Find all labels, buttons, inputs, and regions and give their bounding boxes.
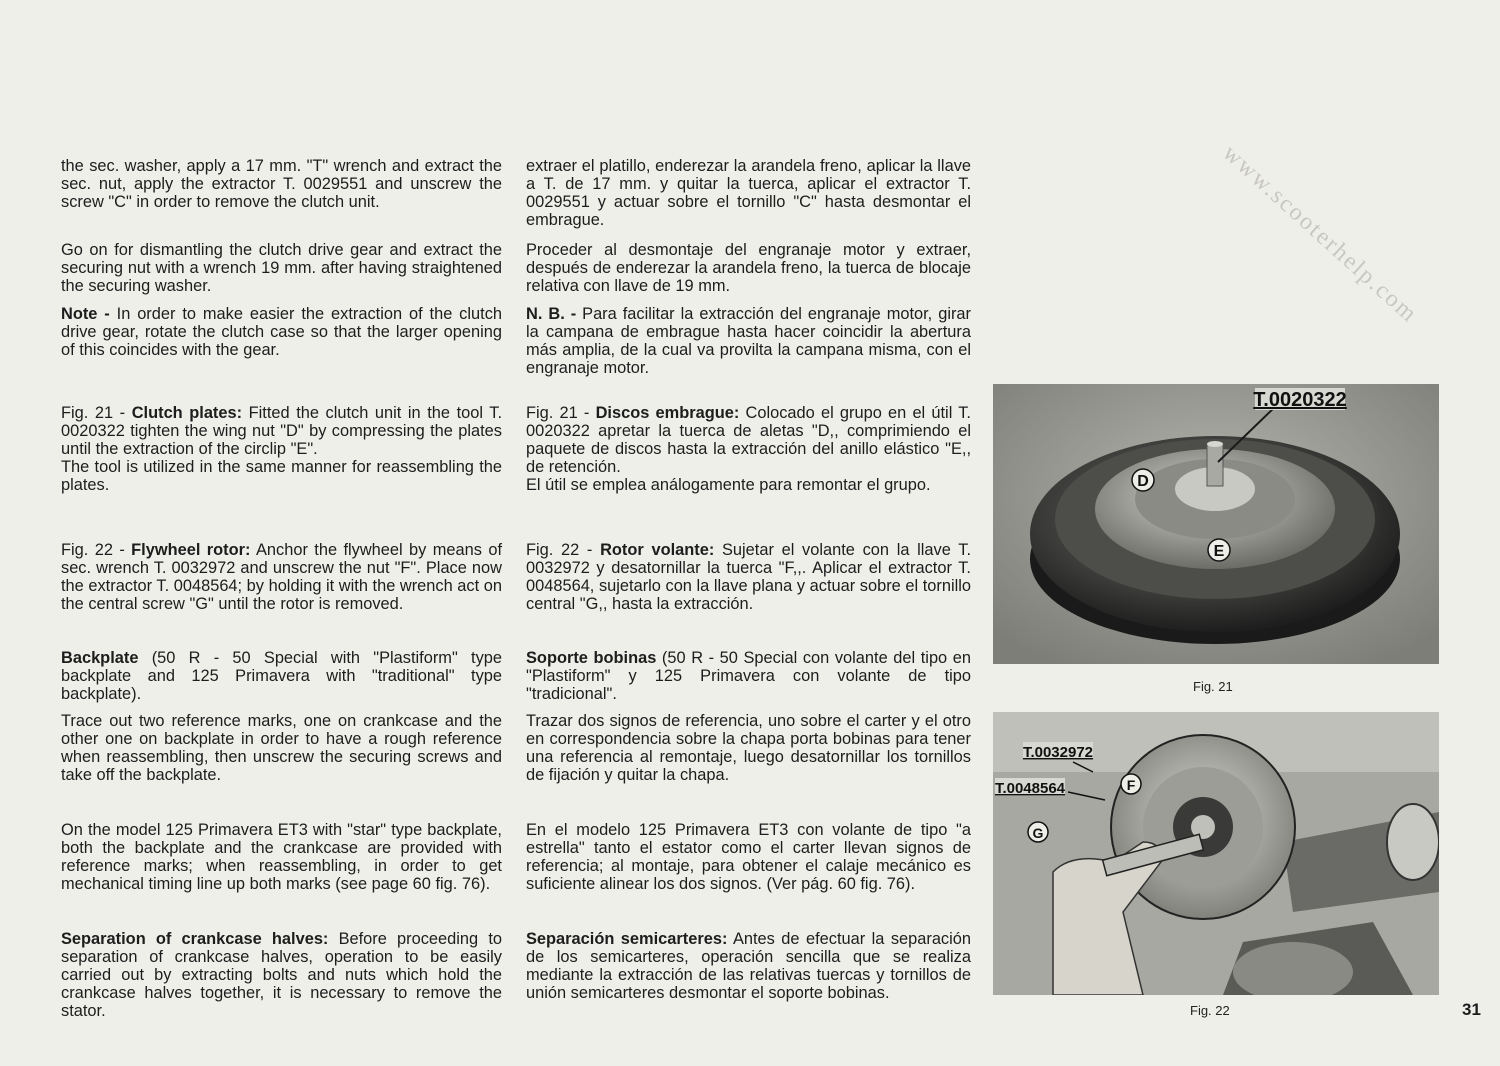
fig21-tool-label: T.0020322 [1253, 389, 1347, 411]
es-nb-label: N. B. - [526, 305, 577, 323]
en-paragraph-separation [61, 930, 502, 1020]
en-fig21-text-2: The tool is utilized in the same manner for reassembling the plates. [61, 458, 502, 494]
watermark: www.scooterhelp.com [1217, 140, 1423, 329]
en-paragraph-note [61, 305, 502, 359]
en-fig22-title: Flywheel rotor: [131, 541, 251, 559]
es-nb-text: Para facilitar la extracción del engranaje motor, girar la campana de embrague hasta hacer coincidir la abertura más amplia, de la cual va provilta la campana misma, con el engranaje motor. [526, 305, 971, 377]
en-fig22-prefix: Fig. 22 - [61, 541, 132, 559]
fig22-caption: Fig. 22 [1190, 1003, 1230, 1018]
fig22-label-g: G [1032, 825, 1044, 841]
page-number: 31 [1462, 1000, 1481, 1019]
en-paragraph-2: Go on for dismantling the clutch drive gear and extract the securing nut with a wrench 19 mm. after having straightened the securing washer. [61, 241, 502, 295]
en-separation-title: Separation of crankcase halves: [61, 930, 329, 948]
es-soporte-title: Soporte bobinas [526, 649, 657, 667]
es-paragraph-fig22 [526, 541, 971, 613]
es-paragraph-separacion [526, 930, 971, 1002]
es-paragraph-referencia: Trazar dos signos de referencia, uno sobre el carter y el otro en correspondencia sobre la chapa porta bobinas para tener una referencia al remontaje, luego desatornillar los tornillos de fijación y quitar la chapa. [526, 712, 971, 784]
es-fig21-prefix: Fig. 21 - [526, 404, 596, 422]
fig21-caption: Fig. 21 [1193, 679, 1233, 694]
en-fig21-prefix: Fig. 21 - [61, 404, 132, 422]
es-fig21-text-2: El útil se emplea análogamente para remontar el grupo. [526, 476, 931, 494]
es-soporte-text: (50 R - 50 Special con volante del tipo en "Plastiform" y 125 Primavera con volante de tipo "tradicional". [526, 649, 971, 703]
figure-22-flywheel-photo [993, 712, 1439, 995]
es-fig21-text: Colocado el grupo en el útil T. 0020322 apretar la tuerca de aletas "D,, comprimiendo el paquete de discos hasta la extracción del anillo elástico "E,, de retención. [526, 404, 971, 476]
en-fig21-text: Fitted the clutch unit in the tool T. 0020322 tighten the wing nut "D" by compressing the plates until the extraction of the circlip "E". [61, 404, 503, 458]
clutch-illustration [993, 384, 1439, 664]
en-separation-text: Before proceeding to separation of crankcase halves, operation to be easily carried out by extracting bolts and nuts which hold the crankcase halves together, it is necessary to remove the stator. [61, 930, 503, 1020]
en-paragraph-1: the sec. washer, apply a 17 mm. "T" wrench and extract the sec. nut, apply the extractor T. 0029551 and unscrew the screw "C" in order to remove the clutch unit. [61, 157, 502, 211]
es-paragraph-1: extraer el platillo, enderezar la arandela freno, aplicar la llave a T. de 17 mm. y quitar la tuerca, aplicar el extractor T. 0029551 y actuar sobre el tornillo "C" hasta desmontar el embrague. [526, 157, 971, 229]
es-separacion-text: Antes de efectuar la separación de los semicarteres, operación sencilla que se realiza mediante la extracción de las relativas tuercas y tornillos de unión semicarteres desmontar el soporte bobinas. [526, 930, 971, 1002]
en-paragraph-fig22 [61, 541, 502, 613]
en-note-text: In order to make easier the extraction of the clutch drive gear, rotate the clutch case so that the larger opening of this coincides with the gear. [61, 305, 502, 359]
fig22-tool-label-2: T.0048564 [994, 780, 1066, 797]
es-paragraph-soporte [526, 649, 971, 703]
en-backplate-text: (50 R - 50 Special with "Plastiform" type backplate and 125 Primavera with "traditional" type backplate). [61, 649, 502, 703]
es-fig22-text: Sujetar el volante con la llave T. 0032972 y desatornillar la tuerca "F,,. Aplicar el extractor T. 0048564, sujetarlo con la llave plana y actuar sobre el tornillo central "G,, hasta la extracción. [526, 541, 971, 613]
fig22-label-f: F [1126, 777, 1136, 793]
en-fig22-text: Anchor the flywheel by means of sec. wrench T. 0032972 and unscrew the nut "F". Place now the extractor T. 0048564; by holding it with the wrench act on the central screw "G" until the rotor is removed. [61, 541, 502, 613]
en-note-label: Note - [61, 305, 110, 323]
en-paragraph-backplate [61, 649, 502, 703]
fig21-label-e: E [1213, 543, 1225, 560]
es-paragraph-fig21 [526, 404, 971, 494]
figure-21-clutch-photo [993, 384, 1439, 664]
fig21-label-d: D [1137, 473, 1149, 490]
en-paragraph-fig21 [61, 404, 502, 494]
es-fig22-title: Rotor volante: [600, 541, 715, 559]
es-paragraph-2: Proceder al desmontaje del engranaje motor y extraer, después de enderezar la arandela freno, la tuerca de blocaje relativa con llave de 19 mm. [526, 241, 971, 295]
en-paragraph-et3: On the model 125 Primavera ET3 with "star" type backplate, both the backplate and the crankcase are provided with reference marks; when reassembling, in order to get mechanical timing line up both marks (see page 60 fig. 76). [61, 821, 502, 893]
es-separacion-title: Separación semicarteres: [526, 930, 728, 948]
fig22-tool-label-1: T.0032972 [1022, 744, 1094, 761]
es-paragraph-et3: En el modelo 125 Primavera ET3 con volante de tipo "a estrella" tanto el estator como el carter llevan signos de referencia; al montaje, para obtener el calaje mecánico es suficiente alinear los dos signos. (Ver pág. 60 fig. 76). [526, 821, 971, 893]
es-fig22-prefix: Fig. 22 - [526, 541, 601, 559]
flywheel-illustration [993, 712, 1439, 995]
es-paragraph-nb [526, 305, 971, 377]
en-paragraph-reference-marks: Trace out two reference marks, one on crankcase and the other one on backplate in order to have a rough reference when reassembling, then unscrew the securing screws and take off the backplate. [61, 712, 502, 784]
en-backplate-title: Backplate [61, 649, 139, 667]
en-fig21-title: Clutch plates: [131, 404, 243, 422]
es-fig21-title: Discos embrague: [595, 404, 740, 422]
